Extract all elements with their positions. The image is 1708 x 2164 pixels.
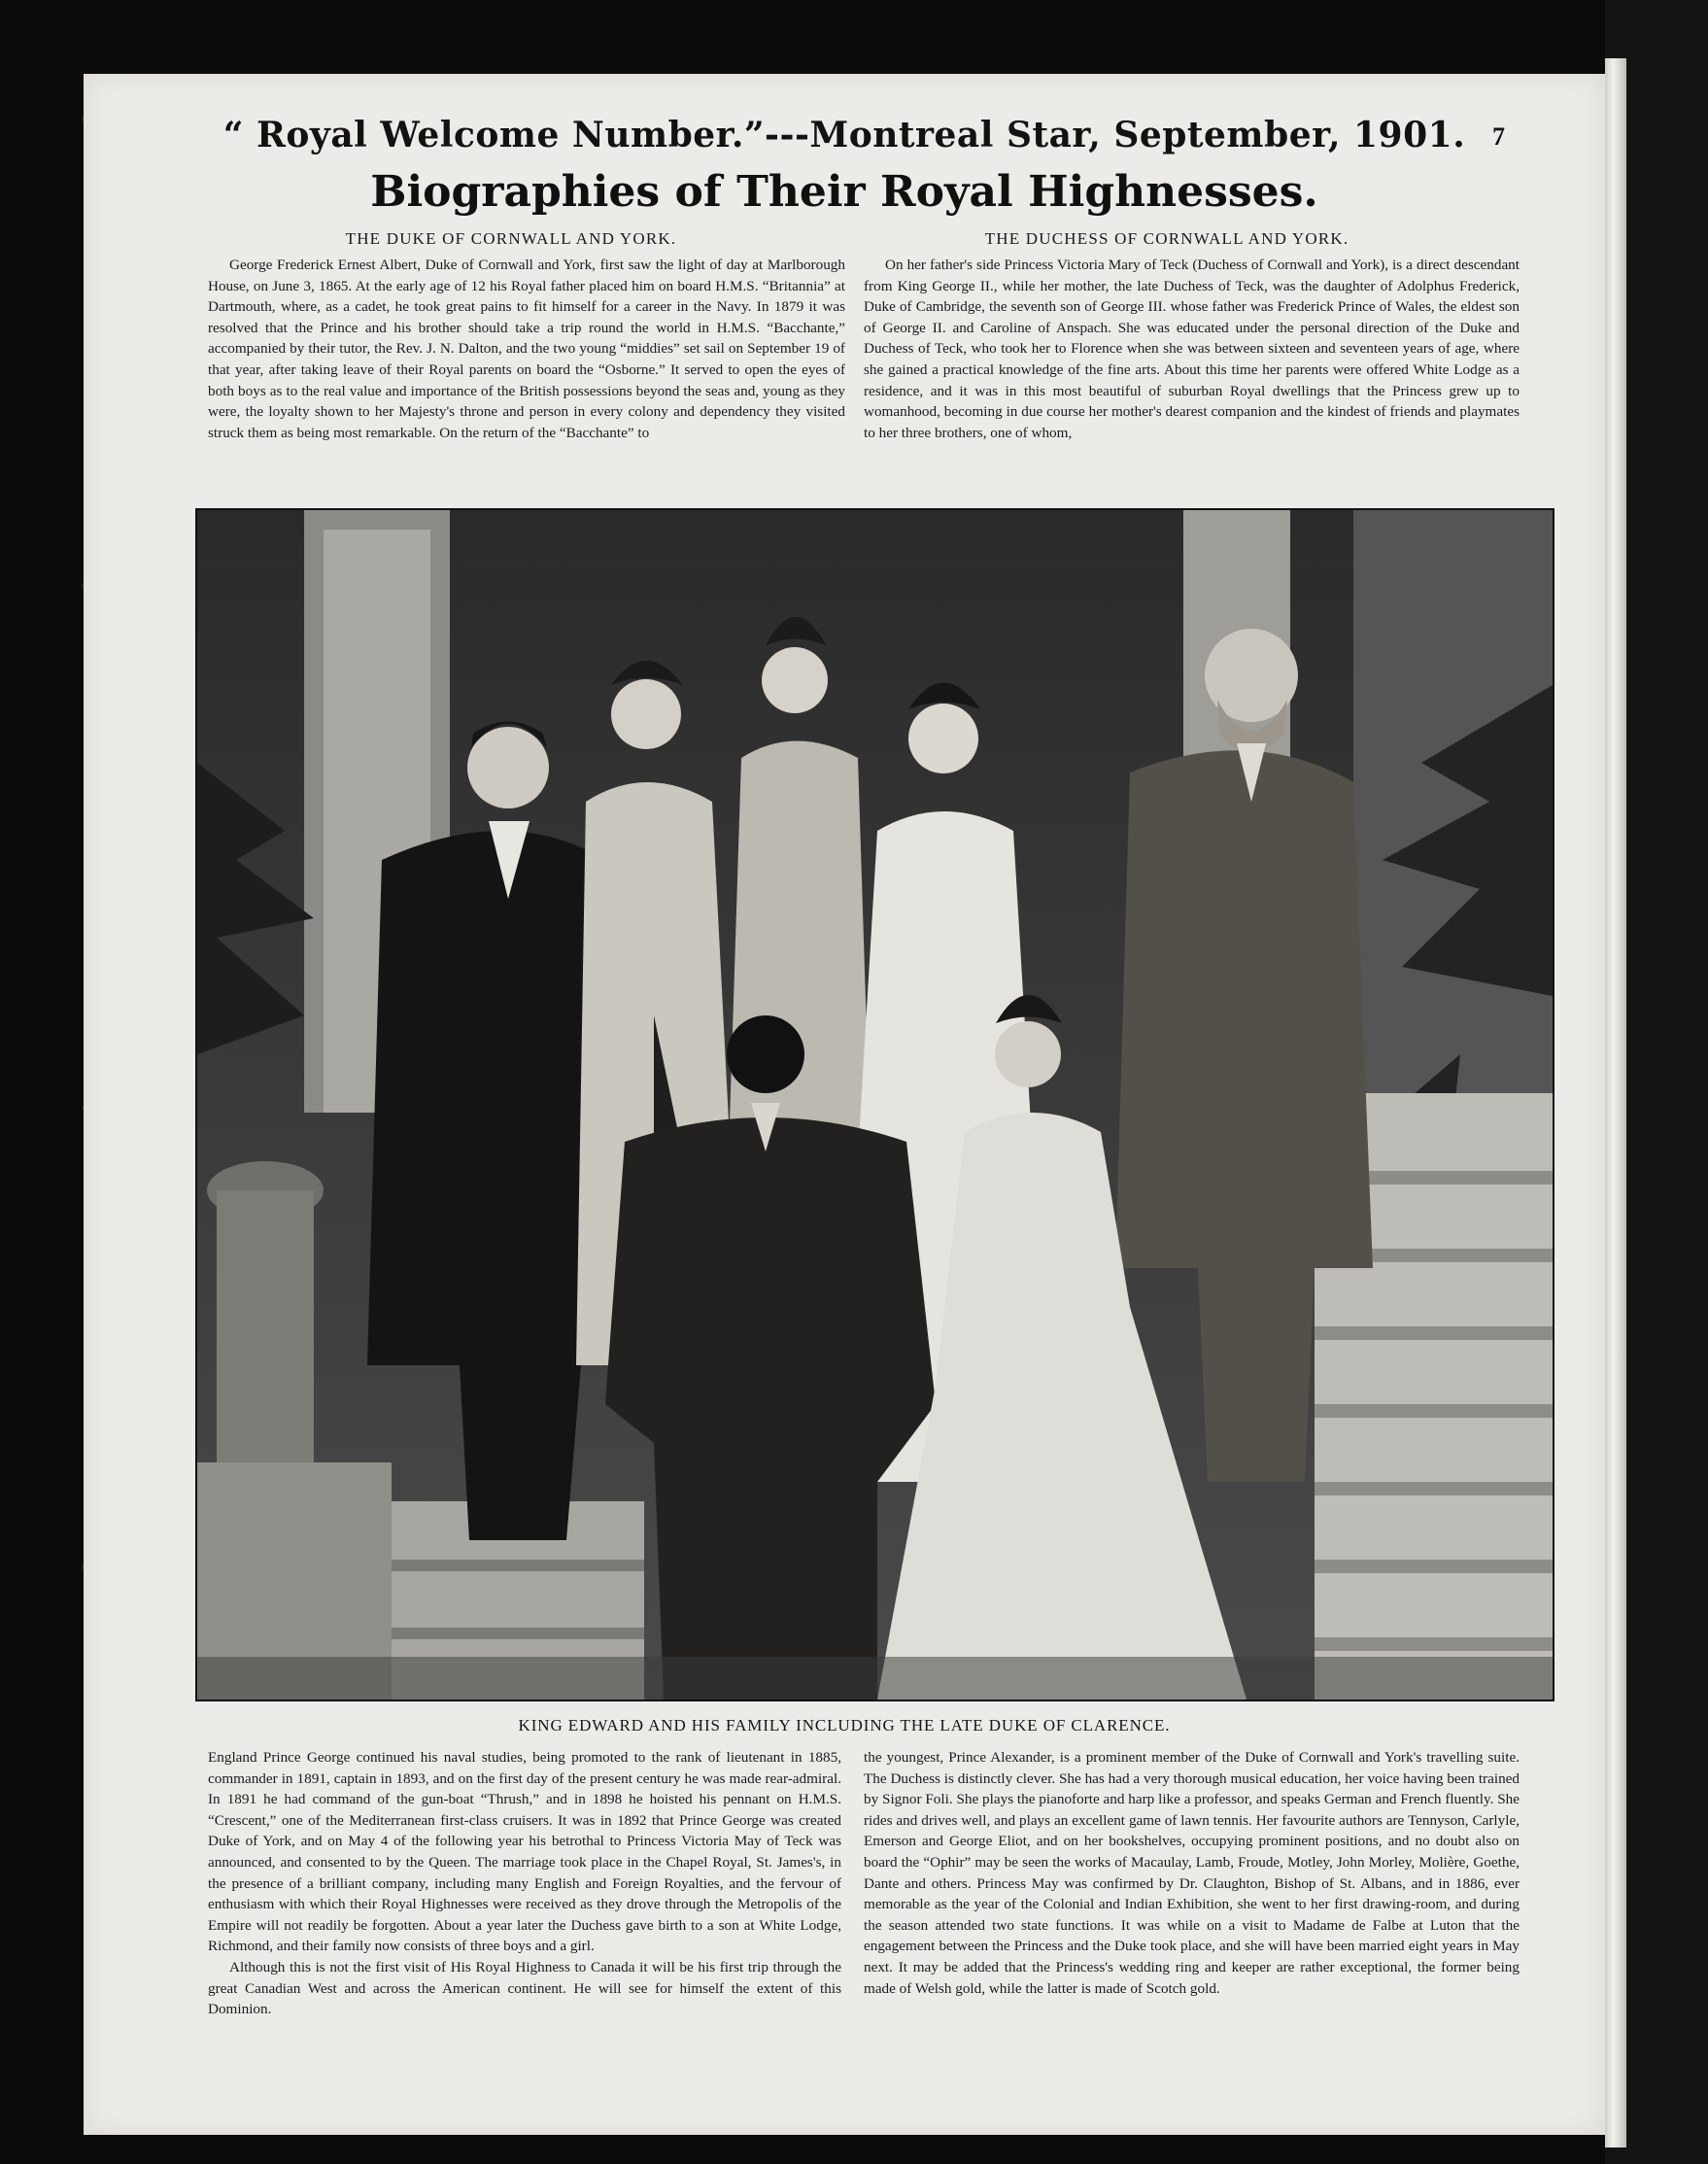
newspaper-page	[84, 74, 1605, 2135]
left-column-heading: THE DUKE OF CORNWALL AND YORK.	[345, 229, 677, 248]
family-photograph	[195, 508, 1554, 1701]
scan-border-left	[0, 0, 84, 2164]
right-column-text	[864, 255, 1520, 484]
left-column-text	[208, 255, 845, 484]
bottom-left-column	[208, 1747, 841, 2078]
photo-illustration	[197, 510, 1553, 1700]
bottom-left-paragraph: England Prince George continued his naval studies, being promoted to the rank of lieutenant in 1885, commander in 1891, captain in 1893, and on the first day of the present century he was made rear-admiral. In 1891 he had command of the gun-boat “Thrush,” and in 1898 he hoisted his pennant on H.M.S. “Crescent,” one of the Mediterranean first-class cruisers. It was in 1892 that Prince George was created Duke of York, and on May 4 of the following year his betrothal to Princess Victoria May of Teck was announced, and consented to by the Queen. The marriage took place in the Chapel Royal, St. James's, in the presence of a brilliant company, including many English and Foreign Royalties, and the fervour of enthusiasm with which their Royal Highnesses were received as they drove through the Metropolis of the Empire will not readily be forgotten. About a year later the Duchess gave birth to a son at White Lodge, Richmond, and their family now consists of three boys and a girl.	[208, 1749, 841, 1955]
bottom-left-paragraph: Although this is not the first visit of His Royal Highness to Canada it will be his first trip through the great Canadian West and across the American continent. He will see for himself the extent of this Dominion.	[208, 1958, 841, 2018]
page-number: 7	[1492, 122, 1505, 151]
bottom-right-column	[864, 1747, 1520, 2078]
page-title: Biographies of Their Royal Highnesses.	[370, 167, 1318, 217]
right-column-heading: THE DUCHESS OF CORNWALL AND YORK.	[984, 229, 1349, 248]
left-column-paragraph: George Frederick Ernest Albert, Duke of Cornwall and York, first saw the light of day at Marlborough House, on June 3, 1865. At the early age of 12 his Royal father placed him on board H.M.S. “Britannia” at Dartmouth, where, as a cadet, he took great pains to fit himself for a career in the Navy. In 1879 it was resolved that the Prince and his brother should take a trip round the world in H.M.S. “Bacchante,” accompanied by their tutor, the Rev. J. N. Dalton, and the two young “middies” set sail on September 19 of that year, after taking leave of their Royal parents on board the “Osborne.” It served to open the eyes of both boys as to the real value and importance of the British possessions beyond the seas and, young as they were, the loyalty shown to her Majesty's throne and person in every colony and dependency they visited struck them as being most remarkable. On the return of the “Bacchante” to	[208, 257, 845, 441]
bottom-right-paragraph: the youngest, Prince Alexander, is a prominent member of the Duke of Cornwall and York's travelling suite. The Duchess is distinctly clever. She has had a very thorough musical education, her voice having been trained by Signor Foli. She plays the pianoforte and harp like a professor, and speaks German and French fluently. She rides and drives well, and plays an excellent game of lawn tennis. Her favourite authors are Tennyson, Carlyle, Emerson and George Eliot, and on her bookshelves, occupying prominent positions, and no doubt also on board the “Ophir” may be seen the works of Macaulay, Lamb, Froude, Motley, John Morley, Molière, Goethe, Dante and others. Princess May was confirmed by Dr. Claughton, Bishop of St. Albans, and in 1886, ever memorable as the year of the Colonial and Indian Exhibition, she went to her first drawing-room, and during the season attended two state functions. It was while on a visit to Madame de Falbe at Luton that the engagement between the Princess and the Duke took place, and she will have been married eight years in May next. It may be added that the Princess's wedding ring and keeper are rather exceptional, the former being made of Welsh gold, while the latter is made of Scotch gold.	[864, 1749, 1520, 1997]
right-column-paragraph: On her father's side Princess Victoria Mary of Teck (Duchess of Cornwall and York), is a direct descendant from King George II., while her mother, the late Duchess of Teck, was the daughter of Adolphus Frederick, Duke of Cambridge, the seventh son of George III. whose father was Frederick Prince of Wales, the eldest son of George II. and Caroline of Anspach. She was educated under the personal direction of the Duke and Duchess of Teck, who took her to Florence when she was between sixteen and seventeen years of age, where she gained a practical knowledge of the fine arts. About this time her parents were offered White Lodge as a residence, and it was in this most beautiful of suburban Royal dwellings that the Princess grew up to womanhood, becoming in due course her mother's dearest companion and the kindest of friends and playmates to her three brothers, one of whom,	[864, 257, 1520, 441]
photo-caption: KING EDWARD AND HIS FAMILY INCLUDING THE LATE DUKE OF CLARENCE.	[518, 1716, 1171, 1735]
page-header: “ Royal Welcome Number.”---Montreal Star, September, 1901.	[222, 115, 1466, 155]
page-edge-strip	[1605, 58, 1626, 2147]
